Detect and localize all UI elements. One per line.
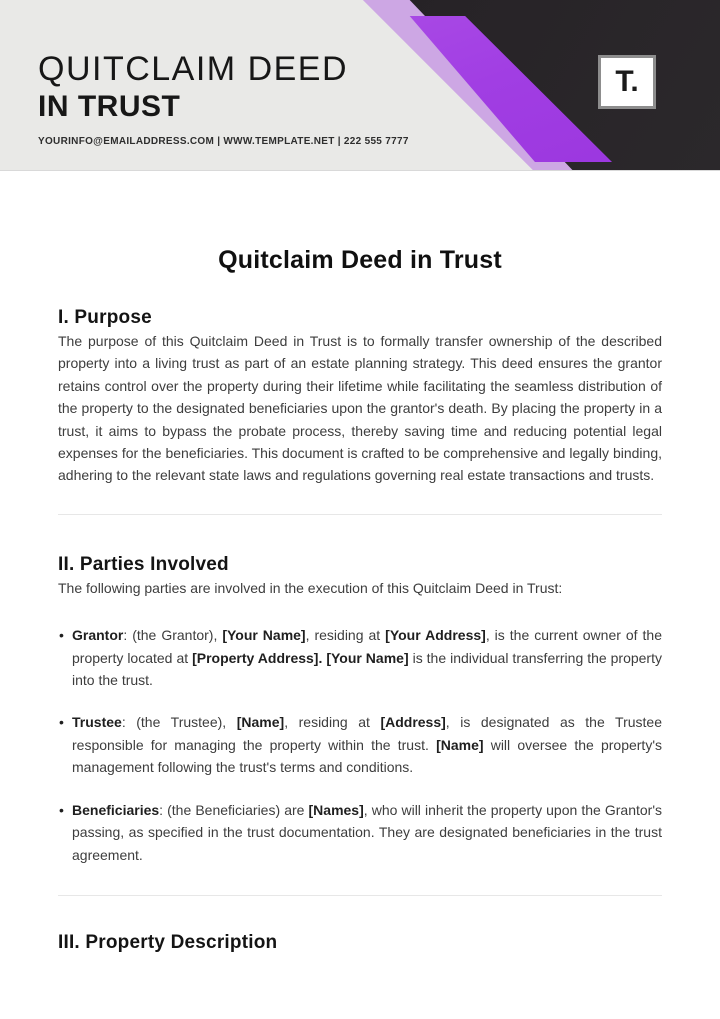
header-banner bbox=[0, 0, 720, 171]
section-purpose bbox=[58, 306, 662, 487]
parties-list bbox=[58, 624, 662, 866]
purpose-paragraph: The purpose of this Quitclaim Deed in Trust is to formally transfer ownership of the described property into a living trust as part of an estate planning strategy. This deed ensures the grantor retains control over the property during their lifetime while facilitating the seamless distribution of the property to the designated beneficiaries upon the grantor's death. By placing the property in a trust, it aims to bypass the probate process, thereby saving time and reducing potential legal expenses for the beneficiaries. This document is crafted to be comprehensive and legally binding, adhering to the relevant state laws and regulations governing real estate transactions and trusts. bbox=[58, 333, 662, 484]
list-item-trustee: • Trustee: (the Trustee), [Name], residing at [Address], is designated as the Trustee responsible for managing the property within the trust. [Name] will oversee the property's management following the trust's terms and conditions. bbox=[58, 711, 662, 778]
property-heading: III. Property Description bbox=[58, 931, 278, 953]
section-property-description bbox=[58, 931, 662, 955]
brand-logo-text: T. bbox=[615, 65, 639, 98]
parties-heading: II. Parties Involved bbox=[58, 553, 229, 575]
header-text-block bbox=[38, 49, 409, 149]
header-title-line2: IN TRUST bbox=[38, 90, 181, 123]
header-title-line1: QUITCLAIM DEED bbox=[38, 50, 349, 88]
purpose-heading: I. Purpose bbox=[58, 307, 152, 328]
list-item-grantor: • Grantor: (the Grantor), [Your Name], residing at [Your Address], is the current owner of the property located at [Property Address]. [Your Name] is the individual transferring the property into the trust. bbox=[58, 624, 662, 691]
list-item-beneficiaries: • Beneficiaries: (the Beneficiaries) are [Names], who will inherit the property upon the Grantor's passing, as specified in the trust documentation. They are designated beneficiaries in the trust agreement. bbox=[58, 799, 662, 866]
brand-logo bbox=[598, 55, 656, 109]
section-divider-2 bbox=[58, 895, 662, 896]
document-body bbox=[0, 244, 720, 955]
parties-intro: The following parties are involved in the execution of this Quitclaim Deed in Trust: bbox=[58, 579, 563, 596]
section-parties bbox=[58, 553, 662, 866]
section-divider-1 bbox=[58, 514, 662, 515]
document-title: Quitclaim Deed in Trust bbox=[218, 246, 502, 274]
header-contact-info: YOURINFO@EMAILADDRESS.COM | WWW.TEMPLATE.NET | 222 555 7777 bbox=[38, 136, 409, 147]
